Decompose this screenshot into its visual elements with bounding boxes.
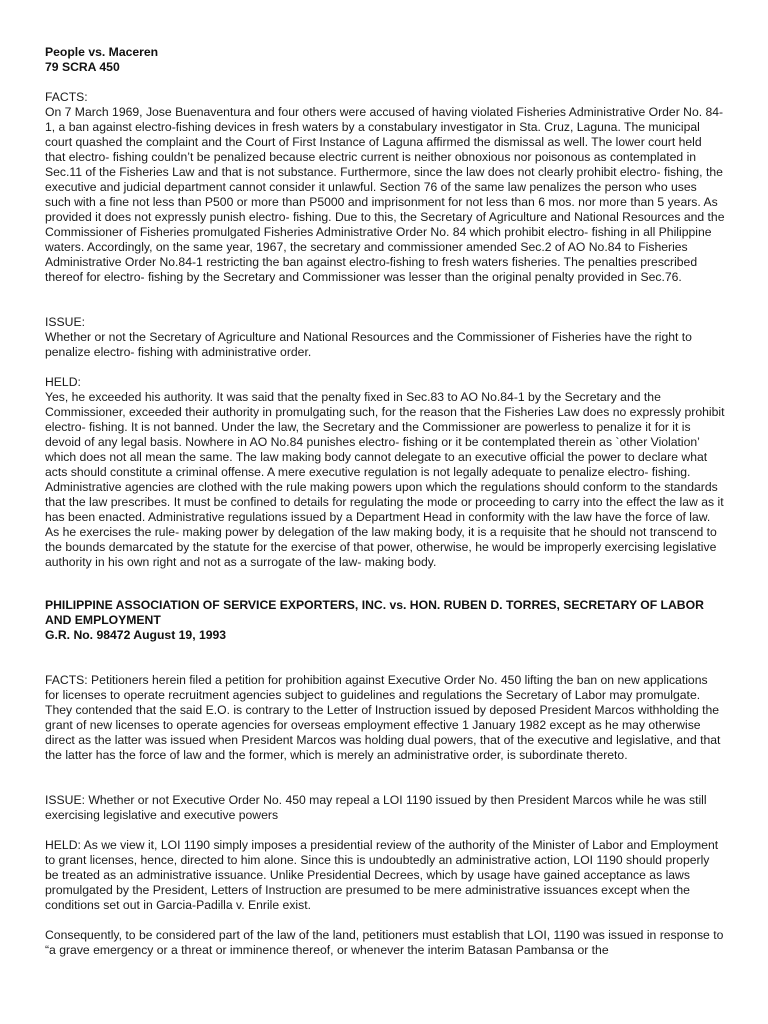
case-title: PHILIPPINE ASSOCIATION OF SERVICE EXPORTERS, INC. vs. HON. RUBEN D. TORRES, SECRETARY OF LABOR AND EMPLOYMENT	[45, 598, 704, 627]
case-title: People vs. Maceren	[45, 45, 159, 59]
case-citation: G.R. No. 98472 August 19, 1993	[45, 628, 227, 642]
held-paragraph: Yes, he exceeded his authority. It was said that the penalty fixed in Sec.83 to AO No.84-1 by the Secretary and the Commissioner, exceeded their authority in promulgating such, for the reason that the Fisheries Law does no expressly prohibit electro- fishing. It is not banned. Under the law, the Secretary and the Commissioner are powerless to penalize it for it is devoid of any legal basis. Nowhere in AO No.84 punishes electro- fishing or it be contemplated therein as `other Violation’ which does not all mean the same. The law making body cannot delegate to an executive official the power to declare what acts should constitute a criminal offense. A mere executive regulation is not legally adequate to penalize electro- fishing. Administrative agencies are clothed with the rule making powers upon which the regulations should conform to the standards that the law prescribes. It must be confined to details for regulating the mode or proceeding to carry into the effect the law as it has been enacted. Administrative regulations issued by a Department Head in conformity with the law have the force of law. As he exercises the rule- making power by delegation of the law making body, it is a requisite that he should not transcend to the bounds demarcated by the statute for the exercise of that power, otherwise, he would be improperly exercising legislative authority in his own right and not as a surrogate of the law- making body.	[45, 390, 725, 569]
issue-heading: ISSUE:	[45, 315, 85, 329]
issue-paragraph: Whether or not the Secretary of Agriculture and National Resources and the Commissioner of Fisheries have the right to penalize electro- fishing with administrative order.	[45, 330, 692, 359]
issue-paragraph: ISSUE: Whether or not Executive Order No. 450 may repeal a LOI 1190 issued by then President Marcos while he was still exercising legislative and executive powers	[45, 793, 707, 822]
facts-paragraph: FACTS: Petitioners herein filed a petition for prohibition against Executive Order No. 450 lifting the ban on new applications for licenses to operate recruitment agencies subject to guidelines and regulations the Secretary of Labor may promulgate. They contended that the said E.O. is contrary to the Letter of Instruction issued by deposed President Marcos withholding the grant of new licenses to operate agencies for overseas employment effective 1 January 1982 except as he may otherwise direct as the latter was issued when President Marcos was holding dual powers, that of the executive and legislative, and that the latter has the force of law and the former, which is merely an administrative order, is subordinate thereto.	[45, 673, 721, 762]
facts-heading: FACTS:	[45, 90, 88, 104]
body-paragraph: Consequently, to be considered part of the law of the land, petitioners must establish that LOI, 1190 was issued in response to “a grave emergency or a threat or imminence thereof, or whenever the interim Batasan Pambansa or the	[45, 928, 724, 957]
held-paragraph: HELD: As we view it, LOI 1190 simply imposes a presidential review of the authority of the Minister of Labor and Employment to grant licenses, hence, directed to him alone. Since this is undoubtedly an administrative action, LOI 1190 should properly be treated as an administrative issuance. Unlike Presidential Decrees, which by usage have gained acceptance as laws promulgated by the President, Letters of Instruction are presumed to be mere administrative issuances except when the conditions set out in Garcia-Padilla v. Enrile exist.	[45, 838, 719, 912]
facts-paragraph: On 7 March 1969, Jose Buenaventura and four others were accused of having violated Fisheries Administrative Order No. 84-1, a ban against electro-fishing devices in fresh waters by a constabulary investigator in Sta. Cruz, Laguna. The municipal court quashed the complaint and the Court of First Instance of Laguna affirmed the dismissal as well. The lower court held that electro- fishing couldn’t be penalized because electric current is neither obnoxious nor poisonous as contemplated in Sec.11 of the Fisheries Law and that is not substance. Furthermore, since the law does not clearly prohibit electro- fishing, the executive and judicial department cannot consider it unlawful. Section 76 of the same law penalizes the person who uses such with a fine not less than P500 or more than P5000 and imprisonment for not less than 6 mos. nor more than 5 years. As provided it does not expressly punish electro- fishing. Due to this, the Secretary of Agriculture and National Resources and the Commissioner of Fisheries promulgated Fisheries Administrative Order No. 84 which prohibit electro- fishing in all Philippine waters. Accordingly, on the same year, 1967, the secretary and commissioner amended Sec.2 of AO No.84 to Fisheries Administrative Order No.84-1 restricting the ban against electro-fishing to fresh waters fisheries. The penalties prescribed thereof for electro- fishing by the Secretary and Commissioner was lesser than the original penalty provided in Sec.76.	[45, 105, 725, 284]
held-heading: HELD:	[45, 375, 81, 389]
case-citation: 79 SCRA 450	[45, 60, 120, 74]
